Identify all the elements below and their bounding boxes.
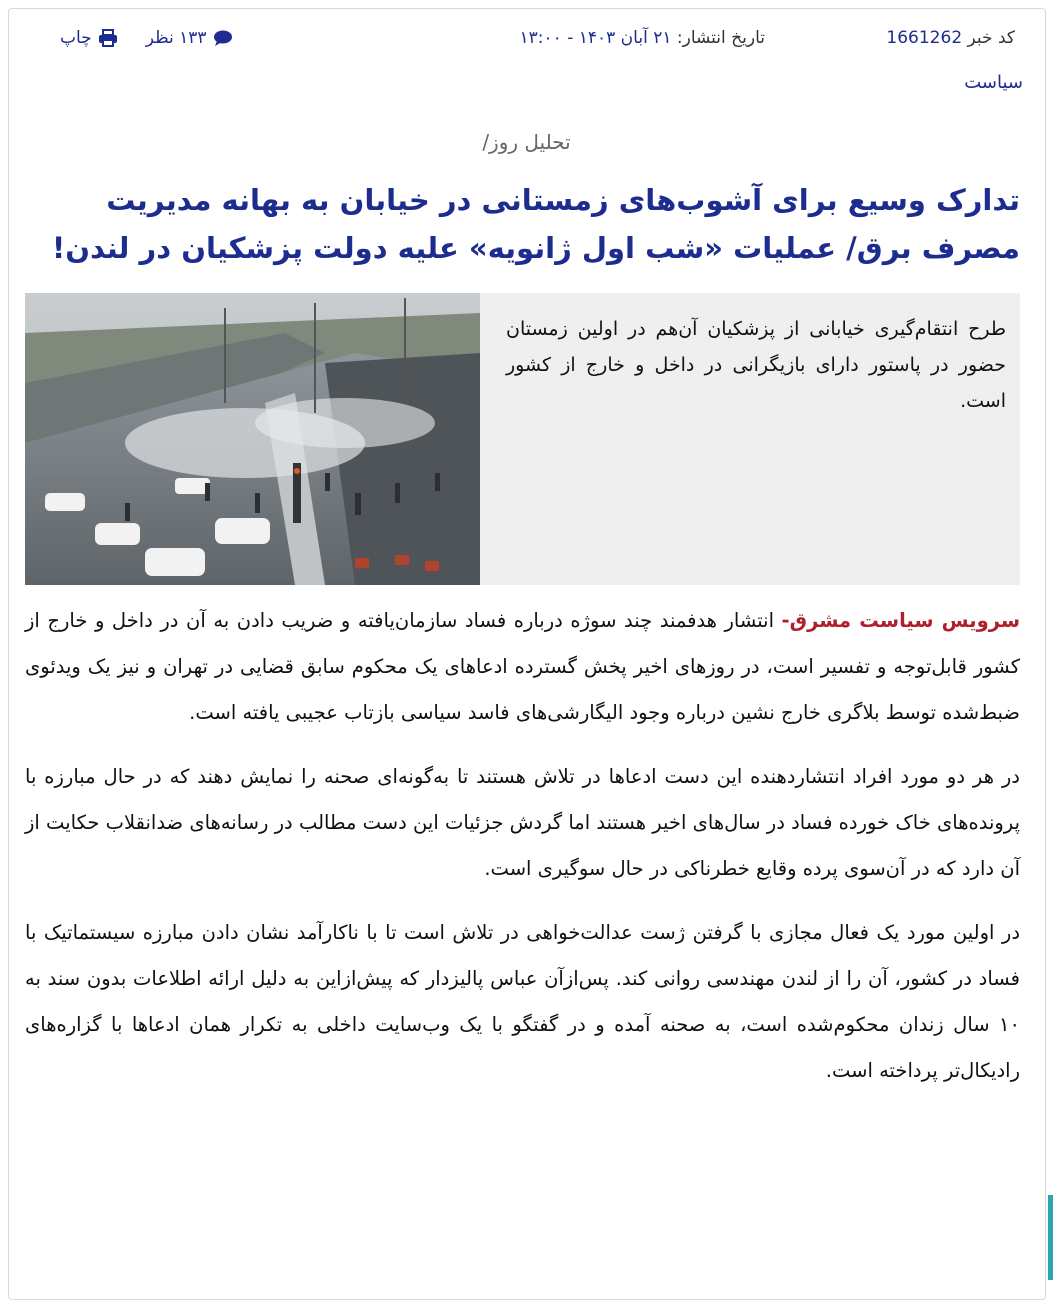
- publish-date-label: تاریخ انتشار:: [676, 28, 765, 48]
- category-link[interactable]: سیاست: [964, 72, 1023, 93]
- news-code: [886, 28, 1015, 48]
- print-button[interactable]: [60, 28, 118, 48]
- article-body: [25, 598, 1020, 1112]
- print-label: چاپ: [60, 28, 92, 48]
- street-protest-photo: [25, 293, 480, 585]
- paragraph-1: [25, 598, 1020, 736]
- paragraph-1-text: انتشار هدفمند چند سوژه درباره فساد سازمان‌یافته و ضریب دادن به آن در داخل و خارج از کشور قابل‌توجه و تفسیر است، در روزهای اخیر پخش گسترده ادعاهای یک محکوم سابق قضایی در تهران و نیز یک ویدئوی ضبط‌شده توسط بلاگری خارج نشین درباره وجود الیگارشی‌های فاسد سیاسی بازتاب عجیبی یافته است.: [25, 609, 1020, 724]
- lead-text: طرح انتقام‌گیری خیابانی از پزشکیان آن‌هم در اولین زمستان حضور در پاستور دارای بازیگرانی در داخل و خارج از کشور است.: [506, 318, 1006, 412]
- kicker: تحلیل روز/: [482, 130, 571, 154]
- comments-link[interactable]: [146, 28, 233, 48]
- lead-box: [25, 293, 1020, 585]
- publish-date-value: ۲۱ آبان ۱۴۰۳ - ۱۳:۰۰: [519, 28, 672, 48]
- printer-icon: [98, 29, 118, 47]
- paragraph-2: در هر دو مورد افراد انتشاردهنده این دست ادعاها در تلاش هستند تا به‌گونه‌ای صحنه را نمایش دهند که در حال مبارزه با پرونده‌های خاک خورده فساد در سال‌های اخیر هستند اما گردش جزئیات این دست مطالب در رسانه‌های ضدانقلاب حکایت از آن دارد که در آن‌سوی پرده وقایع خطرناکی در حال سوگیری است.: [25, 765, 1020, 880]
- paragraph-3: در اولین مورد یک فعال مجازی با گرفتن ژست عدالت‌خواهی در تلاش است تا با ناکارآمد نشان دادن مبارزه سیستماتیک با فساد در کشور، آن را از لندن مهندسی روانی کند. پس‌ازآن عباس پالیزدار که پیش‌ازاین به دلیل ارائه اطلاعات بدون سند به ۱۰ سال زندان محکوم‌شده است، به صحنه آمده و در گفتگو با یک وب‌سایت داخلی به تکرار همان ادعاها با گزاره‌های رادیکال‌تر پرداخته است.: [25, 921, 1020, 1082]
- meta-bar: [30, 28, 1015, 56]
- lead-photo: [25, 293, 480, 585]
- headline: تدارک وسیع برای آشوب‌های زمستانی در خیابان به بهانه مدیریت مصرف برق/ عملیات «شب اول ژانویه» علیه دولت پزشکیان در لندن!: [51, 183, 1020, 265]
- comment-icon: [213, 29, 233, 47]
- publish-date: [520, 28, 765, 48]
- service-label: سرویس سیاست مشرق-: [781, 609, 1020, 632]
- news-code-label: کد خبر: [967, 28, 1015, 48]
- comments-count: ۱۳۳ نظر: [145, 28, 207, 48]
- meta-actions: [60, 28, 233, 48]
- news-code-value: 1661262: [886, 28, 963, 48]
- scrollbar[interactable]: [1048, 1195, 1053, 1280]
